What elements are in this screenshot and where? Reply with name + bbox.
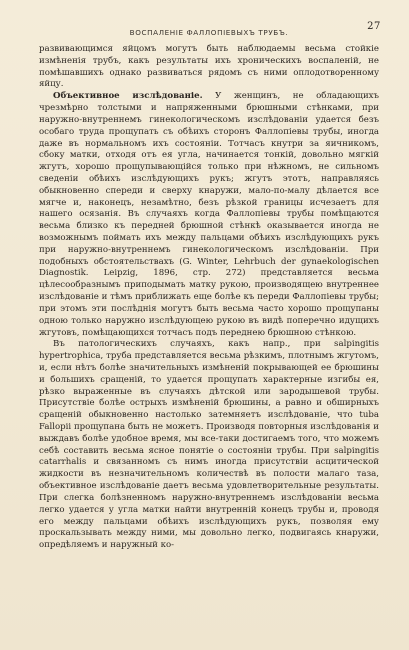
running-title: ВОСПАЛЕНІЕ ФАЛЛОПІЕВЫХЪ ТРУБЪ. bbox=[129, 28, 289, 37]
text-body bbox=[39, 44, 379, 552]
paragraph-2 bbox=[39, 91, 379, 339]
paragraph-2-text: У женщинъ, не обладающихъ чрезмѣрно толстыми и напряженными брюшными стѣнками, при наружно-внутреннемъ гинекологическомъ изслѣдованіи удается безъ особаго труда прощупать съ обѣихъ сторонъ Фаллопіевы трубы, иногда даже въ нормальномъ ихъ состояніи. Тотчасъ кнутри за яичникомъ, сбоку матки, отходя отъ ея угла, начинается тонкій, довольно мягкій жгутъ, хорошо прощупывающійся только при нѣжномъ, не сильномъ сведеніи обѣихъ изслѣдующихъ рукъ; жгутъ этотъ, направляясь обыкновенно спереди и сверху кнаружи, мало-по-малу дѣлается все мягче и, наконецъ, незамѣтно, безъ рѣзкой границы исчезаетъ для нашего осязанія. Въ случаяхъ когда Фаллопіевы трубы помѣщаются весьма близко къ передней брюшной стѣнкѣ оказывается иногда не возможнымъ поймать ихъ между пальцами обѣихъ изслѣдующихъ рукъ при наружно-внутреннемъ гинекологическомъ изслѣдованіи. При подобныхъ обстоятельствахъ (G. Winter, Lehrbuch der gynaekologischen Diagnostik. Leipzig, 1896, стр. 272) представляется весьма цѣлесообразнымъ приподымать матку рукою, производящею внутреннее изслѣдованіе и тѣмъ приближать еще болѣе къ переди Фаллопіевы трубы; при этомъ эти послѣднія могутъ быть весьма часто хорошо прощупаны одною только наружно изслѣдующею рукою въ видѣ поперечно идущихъ жгутовъ, помѣщающихся тотчасъ подъ переднею брюшною стѣнкою. bbox=[39, 91, 379, 338]
page-header bbox=[39, 20, 381, 37]
paragraph-3: Въ патологическихъ случаяхъ, какъ напр., при salpingitis hypertrophica, труба представляется весьма рѣзкимъ, плотнымъ жгутомъ, и, если нѣтъ болѣе значительныхъ измѣненій покрывающей ее брюшины и большихъ сращеній, то удается прощупать характерные изгибы ея, рѣзко выраженные въ случаяхъ дѣтской или зародышевой трубы. Присутствіе болѣе острыхъ измѣненій брюшины, а равно и обширныхъ сращеній обыкновенно настолько затемняетъ изслѣдованіе, что tuba Fallopii прощупана быть не можетъ. Производя повторныя изслѣдованія и выждавъ болѣе удобное время, мы все-таки достигаемъ того, что можемъ себѣ составить весьма ясное понятіе о состояніи трубы. При salpingitis catarrhalis и связанномъ съ нимъ иногда присутствіи асцитической жидкости въ незначительномъ количествѣ въ полости малаго таза, объективное изслѣдованіе даетъ весьма удовлетворительные результаты. При слегка болѣзненномъ наружно-внутреннемъ изслѣдованіи весьма легко удается у угла матки найти внутренній конецъ трубы и, проводя его между пальцами обѣихъ изслѣдующихъ рукъ, позволяя ему проскальзывать между ними, мы довольно легко, подвигаясь кнаружи, опредѣляемъ и наружный ко- bbox=[39, 339, 379, 551]
paragraph-1: развивающимся яйцомъ могутъ быть наблюдаемы весьма стойкіе измѣненія трубъ, какъ результаты ихъ хроническихъ воспаленій, не помѣшавшихъ однако развиваться рядомъ съ ними оплодотворенному яйцу. bbox=[39, 44, 379, 90]
section-heading-objective-examination: Объективное изслѣдованіе. bbox=[53, 91, 203, 102]
page-number: 27 bbox=[367, 21, 381, 32]
